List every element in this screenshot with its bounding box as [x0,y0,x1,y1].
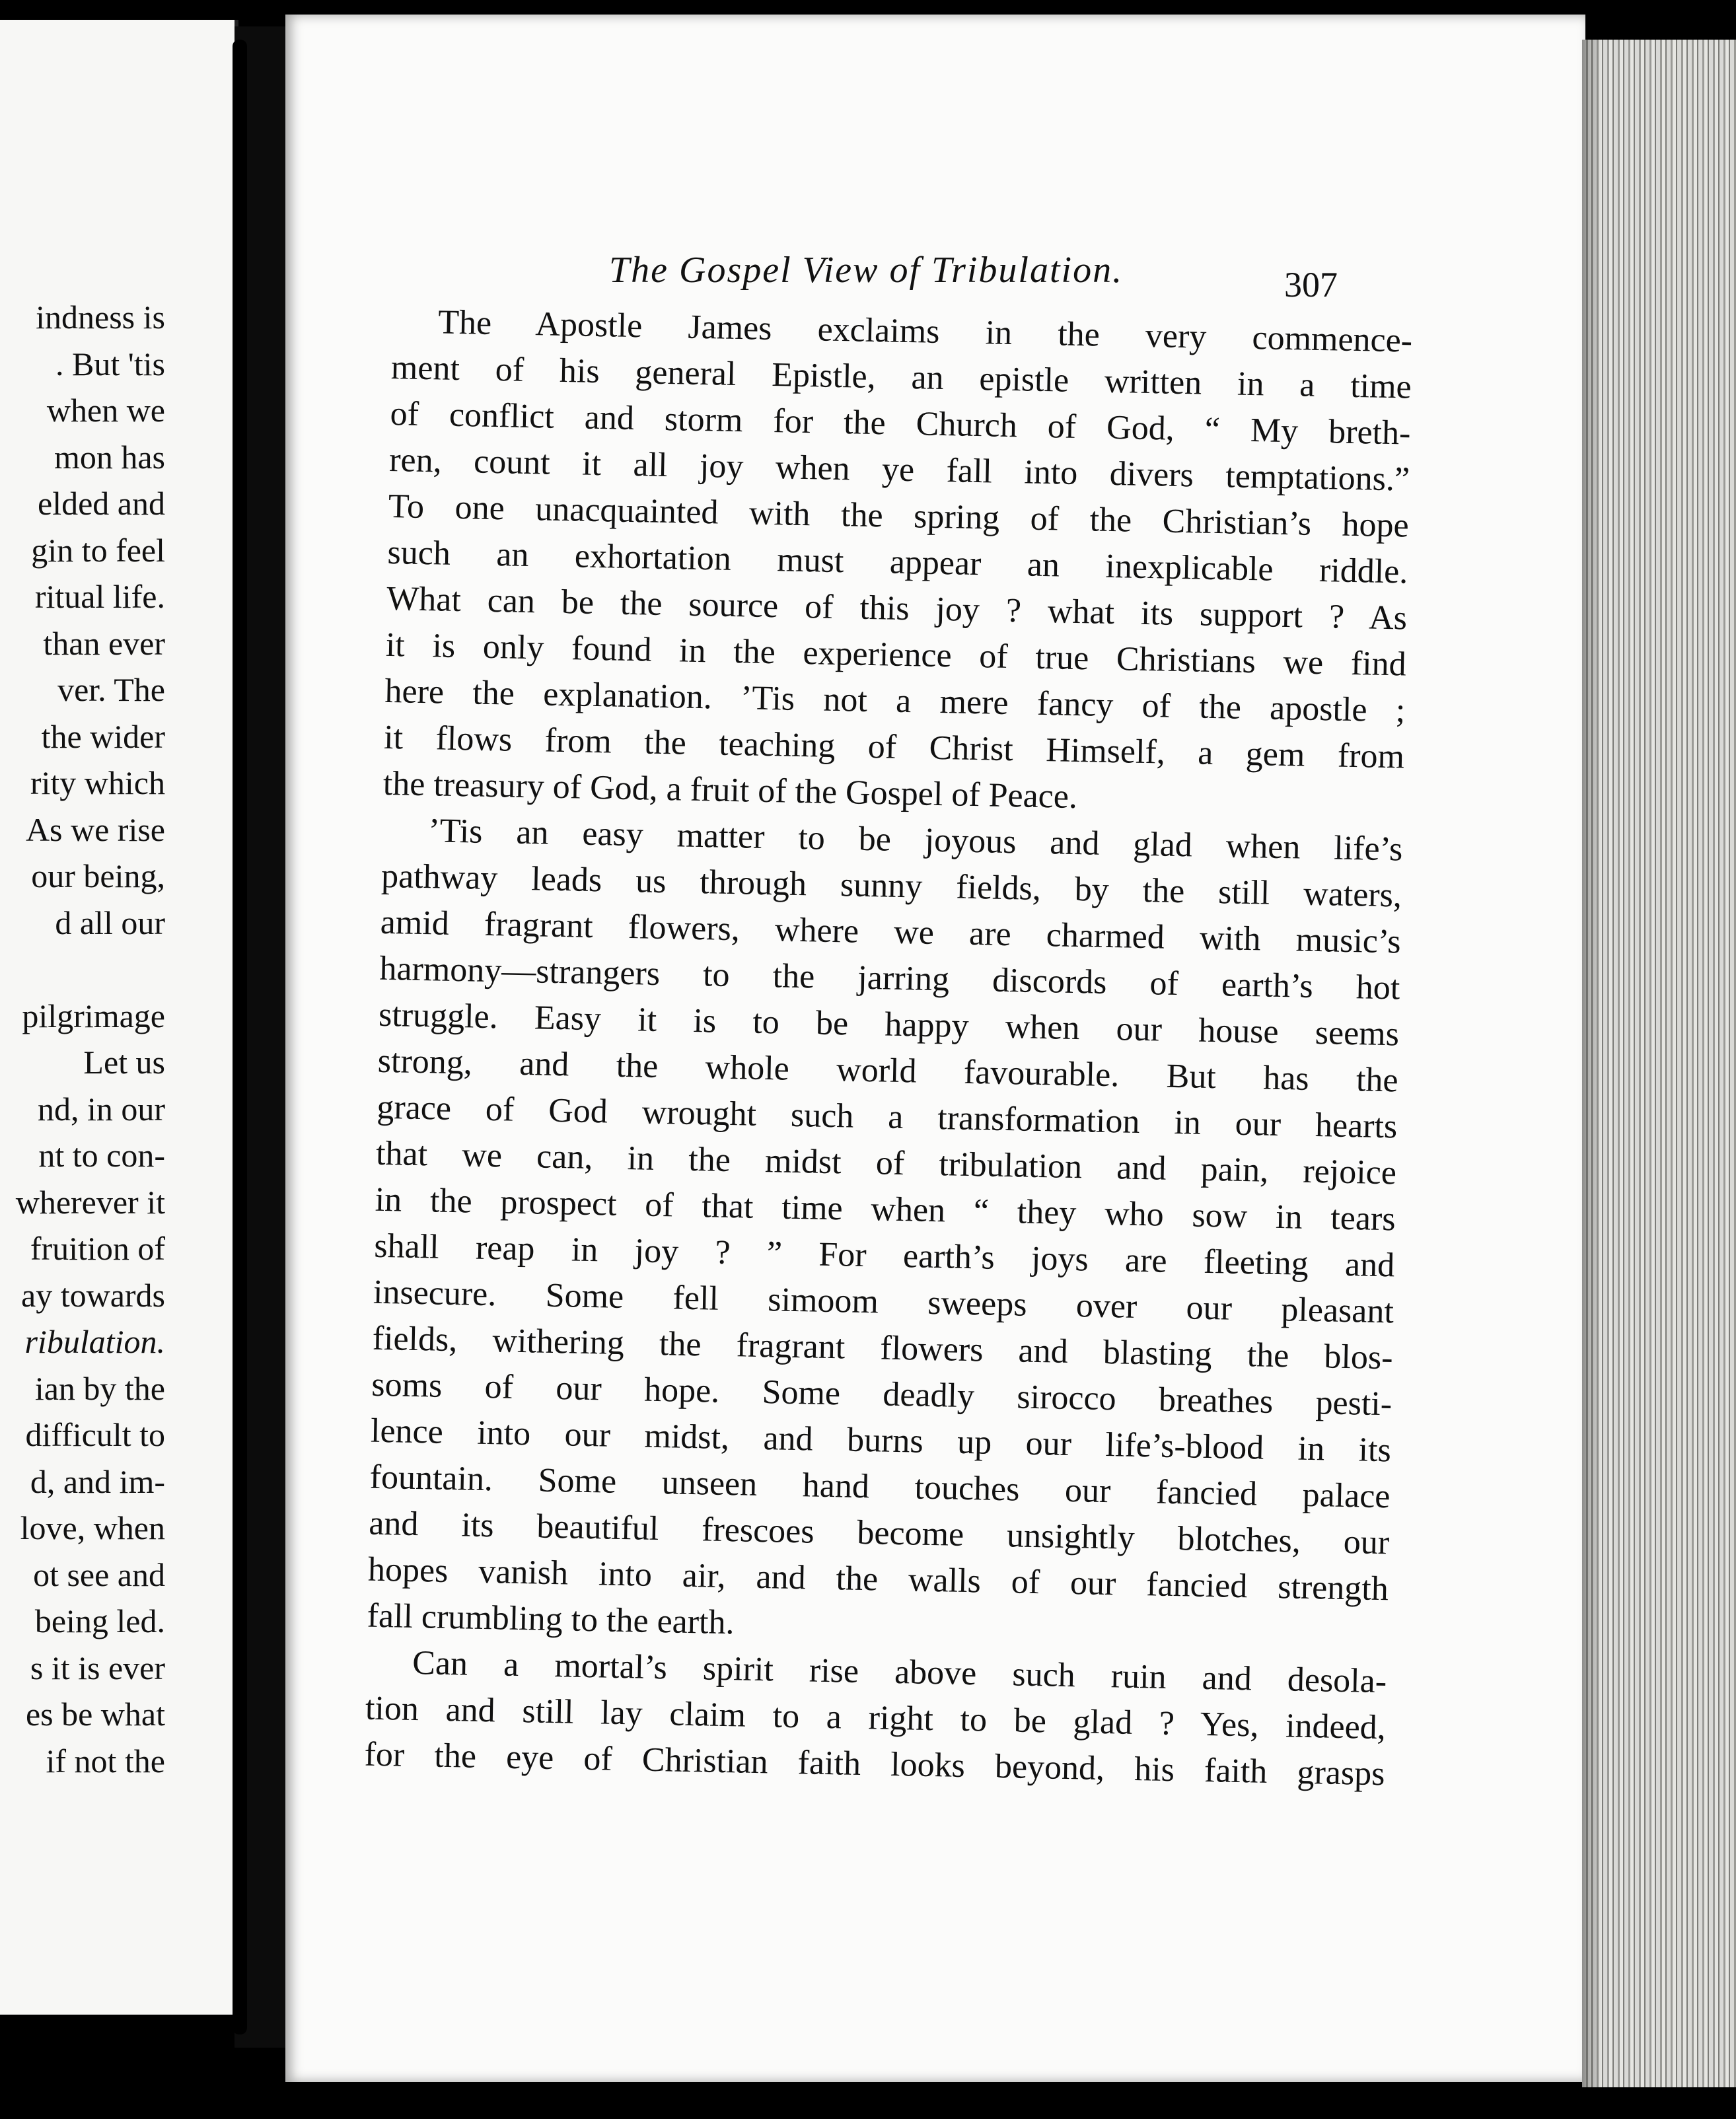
text-line: shall reap in joy ? ” For earth’s joys are fleeting and [373,1227,1395,1285]
text-line: ment of his general Epistle, an epistle written in a time [390,348,1412,406]
text-line: ’Tis an easy matter to be joyous and glad when life’s [427,812,1403,869]
text-line: and its beautiful frescoes become unsightly blotches, our [368,1504,1390,1562]
right-page [285,15,1585,2082]
text-line: amid fragrant flowers, where we are charmed with music’s [380,903,1402,961]
running-head: The Gospel View of Tribulation. [609,250,1124,291]
left-page-line: ritual life. [34,578,165,615]
text-line: struggle. Easy it is to be happy when our house seems [378,995,1400,1054]
left-page-line: nt to con- [38,1137,165,1174]
left-page-line: our being, [31,857,165,894]
left-page-line: nd, in our [37,1090,165,1128]
text-line: Can a mortal’s spirit rise above such ruin and desola- [412,1643,1387,1701]
left-page-line: As we rise [25,810,165,848]
left-page-line: . But 'tis [55,345,165,382]
text-line: here the explanation. ’Tis not a mere fancy of the apostle ; [384,672,1406,730]
text-line: it is only found in the experience of true Christians we find [385,626,1407,684]
left-page-line: gin to feel [31,531,165,569]
left-page-line: the wider [41,717,165,755]
page-number: 307 [1284,265,1338,305]
left-page-line: ot see and [33,1556,165,1593]
page-edges [1582,40,1736,2087]
left-page-line: than ever [43,624,165,662]
left-page-line: difficult to [25,1416,165,1453]
text-line: hopes vanish into air, and the walls of our fancied strength [367,1550,1389,1608]
text-line: What can be the source of this joy ? what its support ? As [386,579,1408,637]
paragraph-2 [367,807,1403,1659]
text-line: for the eye of Christian faith looks beyond, his faith grasps [364,1735,1385,1793]
left-page-line: love, when [20,1509,165,1546]
spine-shadow [233,40,247,2034]
text-line: fields, withering the fragrant flowers and blasting the blos- [372,1319,1394,1377]
text-line: such an exhortation must appear an inexplicable riddle. [387,533,1408,591]
text-line: pathway leads us through sunny fields, by the still waters, [380,857,1402,915]
left-page-line: rity which [30,764,165,801]
text-line: To one unacquainted with the spring of the Christian’s hope [388,487,1410,545]
left-page-line: wherever it [15,1183,165,1221]
text-line: strong, and the whole world favourable. But has the [377,1042,1399,1100]
text-line: fountain. Some unseen hand touches our fancied palace [369,1458,1391,1516]
text-line: lence into our midst, and burns up our life’s-blood in its [370,1412,1392,1470]
text-line: that we can, in the midst of tribulation and pain, rejoice [375,1134,1397,1192]
text-line: soms of our hope. Some deadly sirocco breathes pesti- [371,1365,1392,1423]
left-page-line: ay towards [21,1276,165,1314]
left-page-line: being led. [34,1602,165,1639]
text-line: the treasury of God, a fruit of the Gospel of Peace. [382,764,1078,816]
text-line: insecure. Some fell simoom sweeps over our pleasant [373,1273,1394,1331]
left-page-line: d, and im- [30,1462,165,1500]
text-line: of conflict and storm for the Church of God, “ My breth- [390,394,1411,452]
left-page-line: elded and [38,485,165,522]
text-line: tion and still lay claim to a right to be glad ? Yes, indeed, [365,1689,1387,1747]
body-text [364,299,1413,1797]
left-page-line: indness is [36,299,165,336]
text-line: fall crumbling to the earth. [367,1597,735,1642]
left-page-line: ian by the [34,1369,165,1407]
left-page-line: s it is ever [30,1649,165,1686]
left-page-line: mon has [54,438,165,476]
page-edges-shadow [1582,40,1602,2087]
left-page [0,20,238,2015]
left-page-line: if not the [46,1742,165,1779]
left-page-line: es be what [25,1696,165,1733]
left-page-line: Let us [83,1044,165,1081]
left-page-line: when we [46,392,165,429]
text-line: it flows from the teaching of Christ Himself, a gem from [383,718,1405,776]
left-page-line: d all our [55,904,165,941]
text-line: The Apostle James exclaims in the very commence- [437,303,1413,360]
paragraph-3 [364,1639,1387,1798]
text-line: harmony—strangers to the jarring discords of earth’s hot [379,949,1400,1007]
left-page-line: fruition of [30,1230,165,1267]
paragraph-1 [382,299,1412,827]
text-line: ren, count it all joy when ye fall into divers temptations.” [388,441,1410,499]
left-page-line: ribulation. [24,1323,165,1360]
text-line: grace of God wrought such a transformation in our hearts [376,1088,1398,1146]
text-line: in the prospect of that time when “ they who sow in tears [375,1180,1396,1239]
left-page-line: ver. The [57,671,165,708]
left-page-line: pilgrimage [22,997,165,1034]
